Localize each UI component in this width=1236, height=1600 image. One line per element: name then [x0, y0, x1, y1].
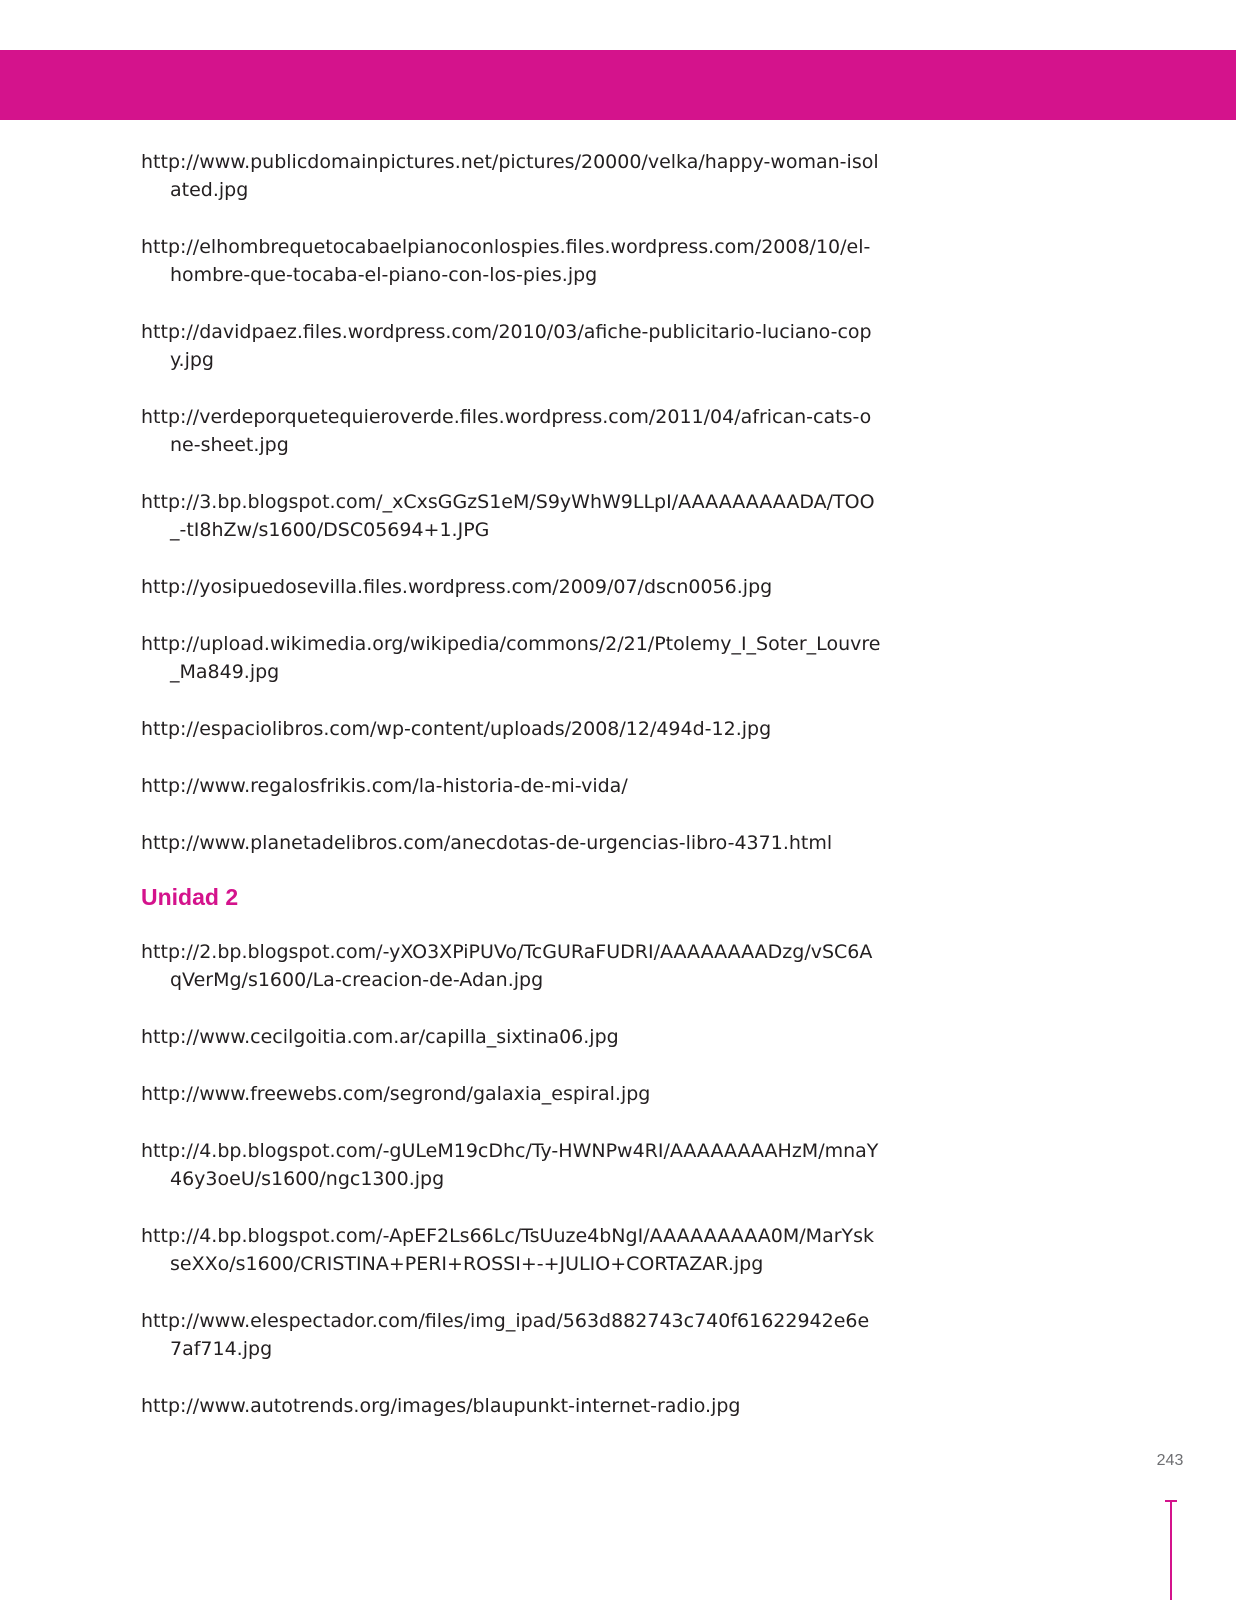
- reference-item: http://3.bp.blogspot.com/_xCxsGGzS1eM/S9yWhW9LLpI/AAAAAAAAADA/TOO_-tI8hZw/s1600/DSC05694+1.JPG: [141, 491, 875, 541]
- reference-item: http://www.publicdomainpictures.net/pictures/20000/velka/happy-woman-isolated.jpg: [141, 151, 879, 201]
- reference-item: http://www.regalosfrikis.com/la-historia-de-mi-vida/: [141, 775, 628, 797]
- reference-list-unit-1: [141, 148, 881, 857]
- reference-item: http://verdeporquetequieroverde.files.wordpress.com/2011/04/african-cats-one-sheet.jpg: [141, 406, 872, 456]
- reference-item: http://www.elespectador.com/files/img_ipad/563d882743c740f61622942e6e7af714.jpg: [141, 1310, 870, 1360]
- reference-item: http://upload.wikimedia.org/wikipedia/commons/2/21/Ptolemy_I_Soter_Louvre_Ma849.jpg: [141, 633, 881, 683]
- reference-item: http://www.autotrends.org/images/blaupunkt-internet-radio.jpg: [141, 1395, 741, 1417]
- page-number: 243: [1156, 1452, 1184, 1469]
- reference-item: http://elhombrequetocabaelpianoconlospies.files.wordpress.com/2008/10/el-hombre-que-tocaba-el-piano-con-los-pies.jpg: [141, 236, 871, 286]
- reference-item: http://espaciolibros.com/wp-content/uploads/2008/12/494d-12.jpg: [141, 718, 772, 740]
- reference-item: http://4.bp.blogspot.com/-ApEF2Ls66Lc/TsUuze4bNgI/AAAAAAAAA0M/MarYskseXXo/s1600/CRISTINA+PERI+ROSSI+-+JULIO+CORTAZAR.jpg: [141, 1225, 875, 1275]
- reference-item: http://2.bp.blogspot.com/-yXO3XPiPUVo/TcGURaFUDRI/AAAAAAAADzg/vSC6AqVerMg/s1600/La-creacion-de-Adan.jpg: [141, 941, 873, 991]
- reference-item: http://www.freewebs.com/segrond/galaxia_espiral.jpg: [141, 1083, 651, 1105]
- reference-item: http://4.bp.blogspot.com/-gULeM19cDhc/Ty-HWNPw4RI/AAAAAAAAHzM/mnaY46y3oeU/s1600/ngc1300.jpg: [141, 1140, 879, 1190]
- header-band: [0, 50, 1236, 120]
- reference-list-unit-2: [141, 938, 881, 1420]
- page-corner-mark: [1165, 1500, 1185, 1600]
- references-content: [141, 148, 881, 1449]
- section-heading: Unidad 2: [141, 884, 239, 910]
- reference-item: http://yosipuedosevilla.files.wordpress.com/2009/07/dscn0056.jpg: [141, 576, 773, 598]
- reference-item: http://www.planetadelibros.com/anecdotas-de-urgencias-libro-4371.html: [141, 832, 833, 854]
- reference-item: http://www.cecilgoitia.com.ar/capilla_sixtina06.jpg: [141, 1026, 619, 1048]
- reference-item: http://davidpaez.files.wordpress.com/2010/03/afiche-publicitario-luciano-copy.jpg: [141, 321, 872, 371]
- corner-mark-stem: [1170, 1500, 1172, 1600]
